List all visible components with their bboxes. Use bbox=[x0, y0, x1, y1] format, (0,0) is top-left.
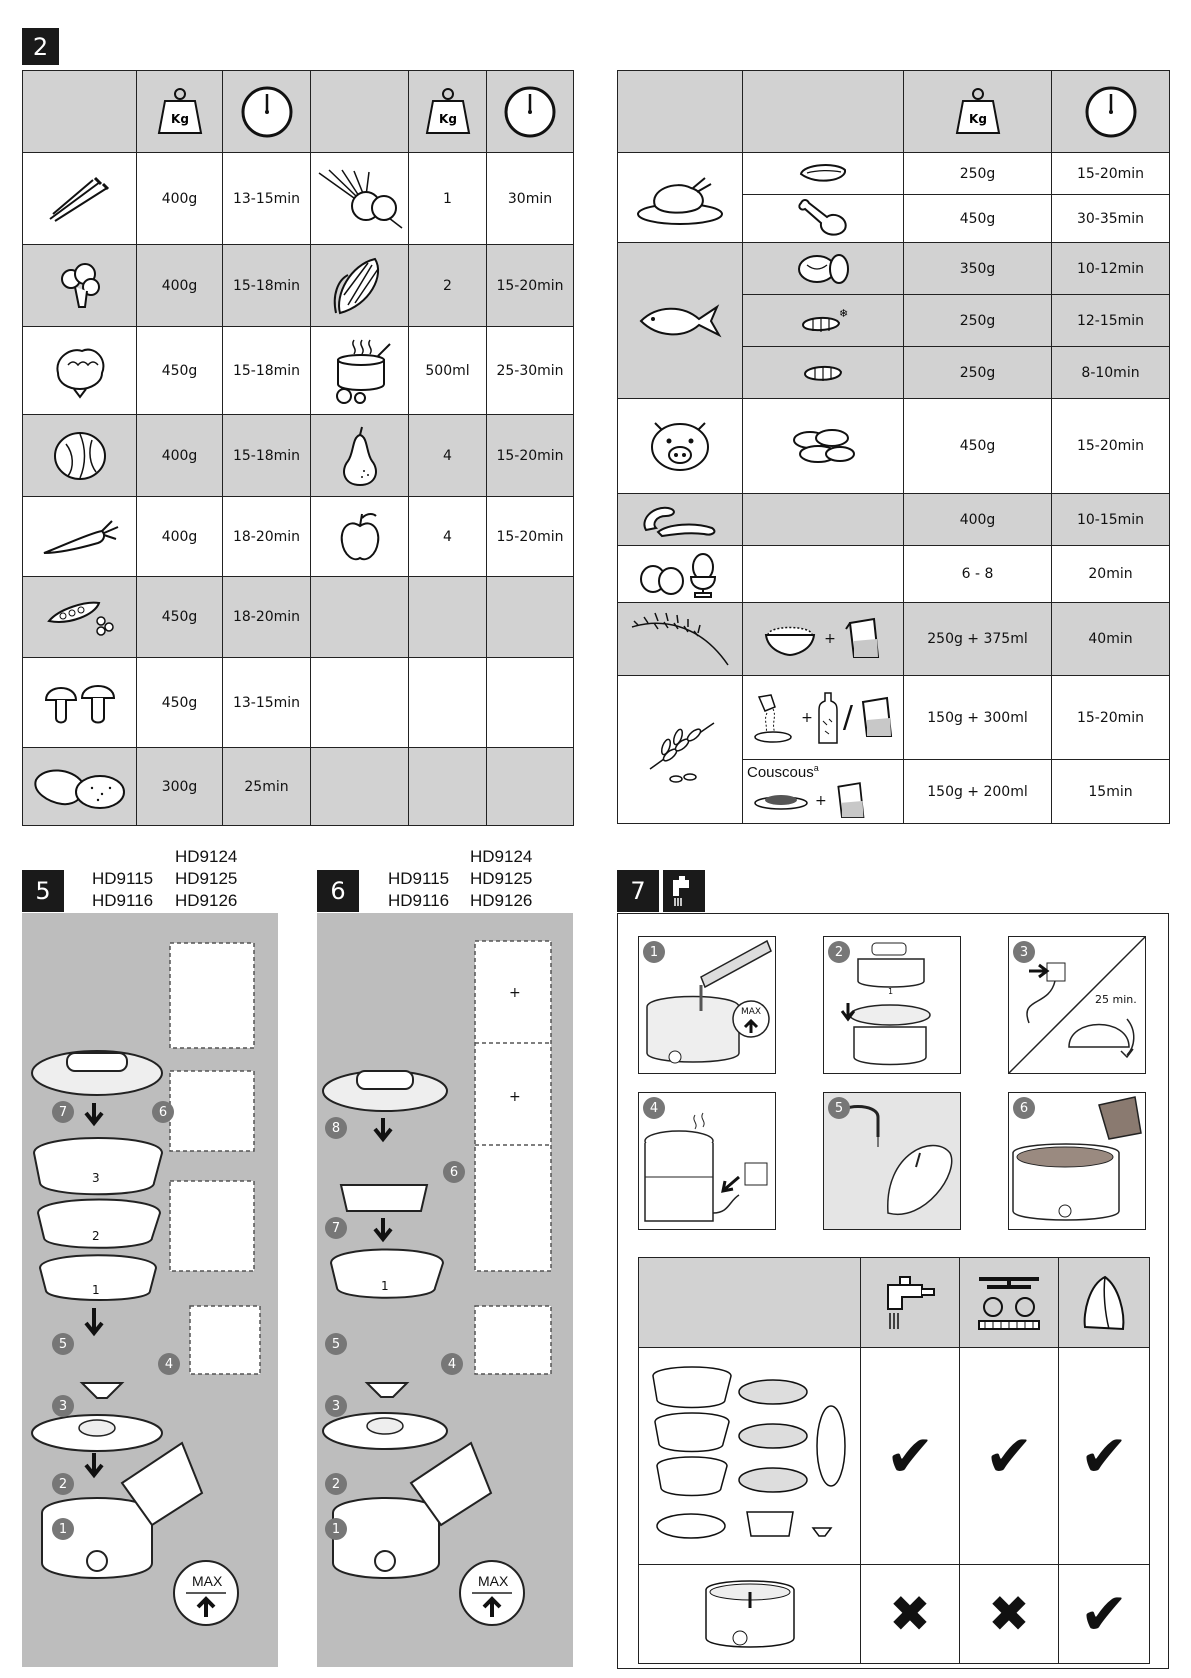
rice-plant-icon bbox=[628, 609, 732, 669]
step-6-marker: 6 bbox=[152, 1101, 174, 1123]
table-row bbox=[23, 245, 574, 327]
max-label: MAX bbox=[741, 1007, 762, 1017]
step-6-marker: 6 bbox=[443, 1161, 465, 1183]
tap-not-allowed: ✖ bbox=[861, 1565, 960, 1664]
header-food-2 bbox=[311, 71, 409, 153]
plus-sign: + bbox=[801, 709, 813, 726]
max-label: MAX bbox=[478, 1573, 509, 1589]
header-time bbox=[1052, 71, 1170, 153]
weight-cell: 250g bbox=[904, 295, 1052, 347]
weight-cell: 300g bbox=[137, 748, 223, 826]
model-number: HD9125 bbox=[175, 869, 238, 888]
step-number: 5 bbox=[828, 1097, 850, 1119]
cauliflower-icon bbox=[50, 343, 110, 399]
plus-sign: + bbox=[509, 1089, 521, 1105]
base-unit-icon bbox=[700, 1574, 800, 1654]
header-time bbox=[223, 71, 311, 153]
slash-divider: / bbox=[842, 700, 853, 735]
step-number: 4 bbox=[643, 1097, 665, 1119]
max-label: MAX bbox=[192, 1573, 223, 1589]
header-cloth bbox=[1059, 1258, 1150, 1348]
step-number: 1 bbox=[643, 941, 665, 963]
header-dishwasher bbox=[960, 1258, 1059, 1348]
model-number: HD9124 bbox=[175, 847, 238, 866]
cabbage-icon bbox=[52, 430, 108, 482]
plus-sign: + bbox=[824, 631, 836, 647]
table-row bbox=[618, 546, 1170, 603]
time-cell: 40min bbox=[1052, 603, 1170, 676]
model-number: HD9125 bbox=[470, 869, 533, 888]
dishwasher-icon bbox=[977, 1273, 1041, 1333]
asparagus-icon bbox=[45, 174, 115, 224]
corn-icon bbox=[330, 255, 390, 317]
weight-cell: 400g bbox=[904, 494, 1052, 546]
table-row bbox=[23, 748, 574, 826]
weight-icon bbox=[425, 87, 471, 137]
time-cell: 15-18min bbox=[223, 415, 311, 497]
rice-bowl-assembly-illustration bbox=[317, 913, 573, 1667]
table-row bbox=[618, 494, 1170, 546]
grain-pouring-icon bbox=[751, 693, 797, 743]
cloth-allowed: ✔ bbox=[1059, 1348, 1150, 1565]
svg-text:❄: ❄ bbox=[839, 306, 849, 320]
time-cell: 15-20min bbox=[487, 497, 574, 577]
time-cell: 15-20min bbox=[487, 415, 574, 497]
weight-cell: 450g bbox=[904, 195, 1052, 243]
weight-cell: 450g bbox=[137, 327, 223, 415]
step-5-marker: 5 bbox=[52, 1333, 74, 1355]
svg-text:Kg: Kg bbox=[170, 111, 189, 126]
time-cell: 10-12min bbox=[1052, 243, 1170, 295]
header-weight bbox=[137, 71, 223, 153]
step-3-marker: 3 bbox=[52, 1395, 74, 1417]
time-cell: 12-15min bbox=[1052, 295, 1170, 347]
weight-cell: 450g bbox=[137, 658, 223, 748]
tap-header-badge bbox=[663, 870, 705, 912]
clock-icon bbox=[503, 85, 557, 139]
step-number: 2 bbox=[828, 941, 850, 963]
weight-cell: 450g bbox=[904, 399, 1052, 494]
measuring-jug-icon bbox=[844, 617, 882, 661]
weight-icon bbox=[955, 87, 1001, 137]
quantity-cell: 4 bbox=[409, 415, 487, 497]
footnote-marker: a bbox=[813, 762, 819, 773]
wheat-icon bbox=[640, 715, 720, 785]
table-row bbox=[23, 327, 574, 415]
time-cell: 18-20min bbox=[223, 577, 311, 658]
section-7-badge: 7 bbox=[617, 870, 659, 912]
couscous-plate-icon bbox=[753, 791, 809, 811]
clock-icon bbox=[1084, 85, 1138, 139]
potato-icon bbox=[32, 762, 128, 812]
weight-cell: 400g bbox=[137, 153, 223, 245]
time-cell: 13-15min bbox=[223, 153, 311, 245]
clock-icon bbox=[240, 85, 294, 139]
quantity-cell: 6 - 8 bbox=[904, 546, 1052, 603]
model-number: HD9116 bbox=[92, 891, 154, 910]
eggs-icon bbox=[637, 549, 723, 599]
chicken-leg-icon bbox=[795, 199, 851, 239]
weight-cell: 250g bbox=[904, 347, 1052, 399]
quantity-cell: 500ml bbox=[409, 327, 487, 415]
step-2-marker: 2 bbox=[325, 1473, 347, 1495]
section-5-badge: 5 bbox=[22, 870, 64, 912]
tap-icon bbox=[669, 874, 699, 908]
step-number: 3 bbox=[1013, 941, 1035, 963]
quantity-cell: 2 bbox=[409, 245, 487, 327]
header-time-2 bbox=[487, 71, 574, 153]
table-row bbox=[23, 658, 574, 748]
rice-assembly-panel bbox=[317, 913, 573, 1667]
table-row bbox=[618, 243, 1170, 295]
model-number: HD9124 bbox=[470, 847, 533, 866]
cloth-icon bbox=[1079, 1273, 1129, 1333]
table-row bbox=[23, 153, 574, 245]
weight-cell: 350g bbox=[904, 243, 1052, 295]
plus-sign: + bbox=[509, 985, 521, 1001]
weight-cell: 400g bbox=[137, 245, 223, 327]
cleaning-section bbox=[617, 913, 1169, 1669]
time-cell: 15-20min bbox=[1052, 399, 1170, 494]
tier-1-label: 1 bbox=[92, 1283, 100, 1297]
step-5-marker: 5 bbox=[325, 1333, 347, 1355]
step-7-marker: 7 bbox=[52, 1101, 74, 1123]
step-8-marker: 8 bbox=[325, 1117, 347, 1139]
header-food bbox=[23, 71, 137, 153]
model-number: HD9115 bbox=[388, 869, 450, 888]
table-row bbox=[618, 676, 1170, 760]
step-7-marker: 7 bbox=[325, 1217, 347, 1239]
tier-1-label: 1 bbox=[381, 1279, 389, 1293]
table-row bbox=[618, 399, 1170, 494]
time-cell: 15min bbox=[1052, 760, 1170, 824]
vegetables-table bbox=[22, 70, 574, 826]
weight-cell: 400g bbox=[137, 415, 223, 497]
tier-label: 1 bbox=[888, 987, 894, 996]
sausage-icon bbox=[638, 502, 722, 538]
time-cell: 18-20min bbox=[223, 497, 311, 577]
quantity-cell: 150g + 200ml bbox=[904, 760, 1052, 824]
time-cell: 25-30min bbox=[487, 327, 574, 415]
model-number: HD9126 bbox=[175, 891, 238, 910]
time-cell: 15-18min bbox=[223, 245, 311, 327]
time-cell: 13-15min bbox=[223, 658, 311, 748]
fish-icon bbox=[637, 301, 723, 341]
fish-steak-icon bbox=[795, 251, 851, 287]
apple-icon bbox=[338, 510, 382, 564]
chicken-icon bbox=[635, 170, 725, 226]
step-3-tile bbox=[1008, 936, 1146, 1074]
section-6-badge: 6 bbox=[317, 870, 359, 912]
assembly-diagram-panel bbox=[22, 913, 278, 1667]
measuring-jug-icon bbox=[833, 781, 867, 821]
pork-slices-icon bbox=[788, 426, 858, 466]
removable-parts-icon bbox=[645, 1356, 855, 1556]
step-4-marker: 4 bbox=[441, 1353, 463, 1375]
header-cut bbox=[743, 71, 904, 153]
time-cell: 15-18min bbox=[223, 327, 311, 415]
model-number: HD9116 bbox=[388, 891, 450, 910]
pig-icon bbox=[645, 419, 715, 473]
weight-icon bbox=[157, 87, 203, 137]
pear-icon bbox=[338, 425, 382, 487]
table-row bbox=[23, 577, 574, 658]
model-number: HD9115 bbox=[92, 869, 154, 888]
step-number: 6 bbox=[1013, 1097, 1035, 1119]
table-row bbox=[23, 497, 574, 577]
measuring-jug-icon bbox=[857, 696, 895, 740]
tier-3-label: 3 bbox=[92, 1171, 100, 1185]
time-cell: 20min bbox=[1052, 546, 1170, 603]
svg-text:Kg: Kg bbox=[968, 111, 987, 126]
time-cell: 15-20min bbox=[487, 245, 574, 327]
step-4-marker: 4 bbox=[158, 1353, 180, 1375]
table-row bbox=[639, 1565, 1150, 1664]
tap-icon bbox=[882, 1273, 938, 1333]
soup-pot-icon bbox=[328, 336, 392, 406]
time-cell: 30min bbox=[487, 153, 574, 245]
peas-icon bbox=[45, 597, 115, 637]
quantity-cell: 1 bbox=[409, 153, 487, 245]
section-2-badge: 2 bbox=[22, 28, 59, 65]
table-row bbox=[618, 603, 1170, 676]
time-cell: 15-20min bbox=[1052, 153, 1170, 195]
header-parts bbox=[639, 1258, 861, 1348]
header-food bbox=[618, 71, 743, 153]
rice-bowl-icon bbox=[764, 621, 816, 657]
header-weight bbox=[904, 71, 1052, 153]
meat-fish-table bbox=[617, 70, 1170, 824]
quantity-cell: 150g + 300ml bbox=[904, 676, 1052, 760]
step-6-tile bbox=[1008, 1092, 1146, 1230]
fish-fillet-icon bbox=[801, 360, 845, 386]
step-1-marker: 1 bbox=[325, 1518, 347, 1540]
quantity-cell: 250g + 375ml bbox=[904, 603, 1052, 676]
header-weight-2 bbox=[409, 71, 487, 153]
time-cell: 8-10min bbox=[1052, 347, 1170, 399]
plus-sign: + bbox=[815, 792, 827, 809]
weight-cell: 450g bbox=[137, 577, 223, 658]
chicken-breast-icon bbox=[797, 160, 849, 188]
step-2-tile bbox=[823, 936, 961, 1074]
cleaning-methods-table bbox=[638, 1257, 1150, 1664]
time-cell: 30-35min bbox=[1052, 195, 1170, 243]
dishwasher-not-allowed: ✖ bbox=[960, 1565, 1059, 1664]
dishwasher-allowed: ✔ bbox=[960, 1348, 1059, 1565]
step-1-tile bbox=[638, 936, 776, 1074]
step-1-marker: 1 bbox=[52, 1518, 74, 1540]
beetroot-icon bbox=[314, 168, 406, 230]
weight-cell: 250g bbox=[904, 153, 1052, 195]
steamer-assembly-illustration bbox=[22, 913, 278, 1667]
cloth-allowed: ✔ bbox=[1059, 1565, 1150, 1664]
couscous-label: Couscous bbox=[747, 763, 814, 781]
step-2-marker: 2 bbox=[52, 1473, 74, 1495]
quantity-cell: 4 bbox=[409, 497, 487, 577]
carrot-icon bbox=[40, 517, 120, 557]
svg-text:Kg: Kg bbox=[438, 111, 457, 126]
timer-label: 25 min. bbox=[1095, 993, 1137, 1006]
tier-2-label: 2 bbox=[92, 1229, 100, 1243]
time-cell: 25min bbox=[223, 748, 311, 826]
bottle-icon bbox=[817, 691, 839, 745]
weight-cell: 400g bbox=[137, 497, 223, 577]
frozen-fillet-icon bbox=[799, 307, 847, 335]
tap-allowed: ✔ bbox=[861, 1348, 960, 1565]
step-5-tile bbox=[823, 1092, 961, 1230]
model-number: HD9126 bbox=[470, 891, 533, 910]
time-cell: 10-15min bbox=[1052, 494, 1170, 546]
mushroom-icon bbox=[42, 678, 118, 728]
table-row bbox=[618, 153, 1170, 195]
table-row bbox=[23, 415, 574, 497]
broccoli-icon bbox=[55, 261, 105, 311]
step-3-marker: 3 bbox=[325, 1395, 347, 1417]
table-row bbox=[639, 1348, 1150, 1565]
step-4-tile bbox=[638, 1092, 776, 1230]
time-cell: 15-20min bbox=[1052, 676, 1170, 760]
header-tap bbox=[861, 1258, 960, 1348]
